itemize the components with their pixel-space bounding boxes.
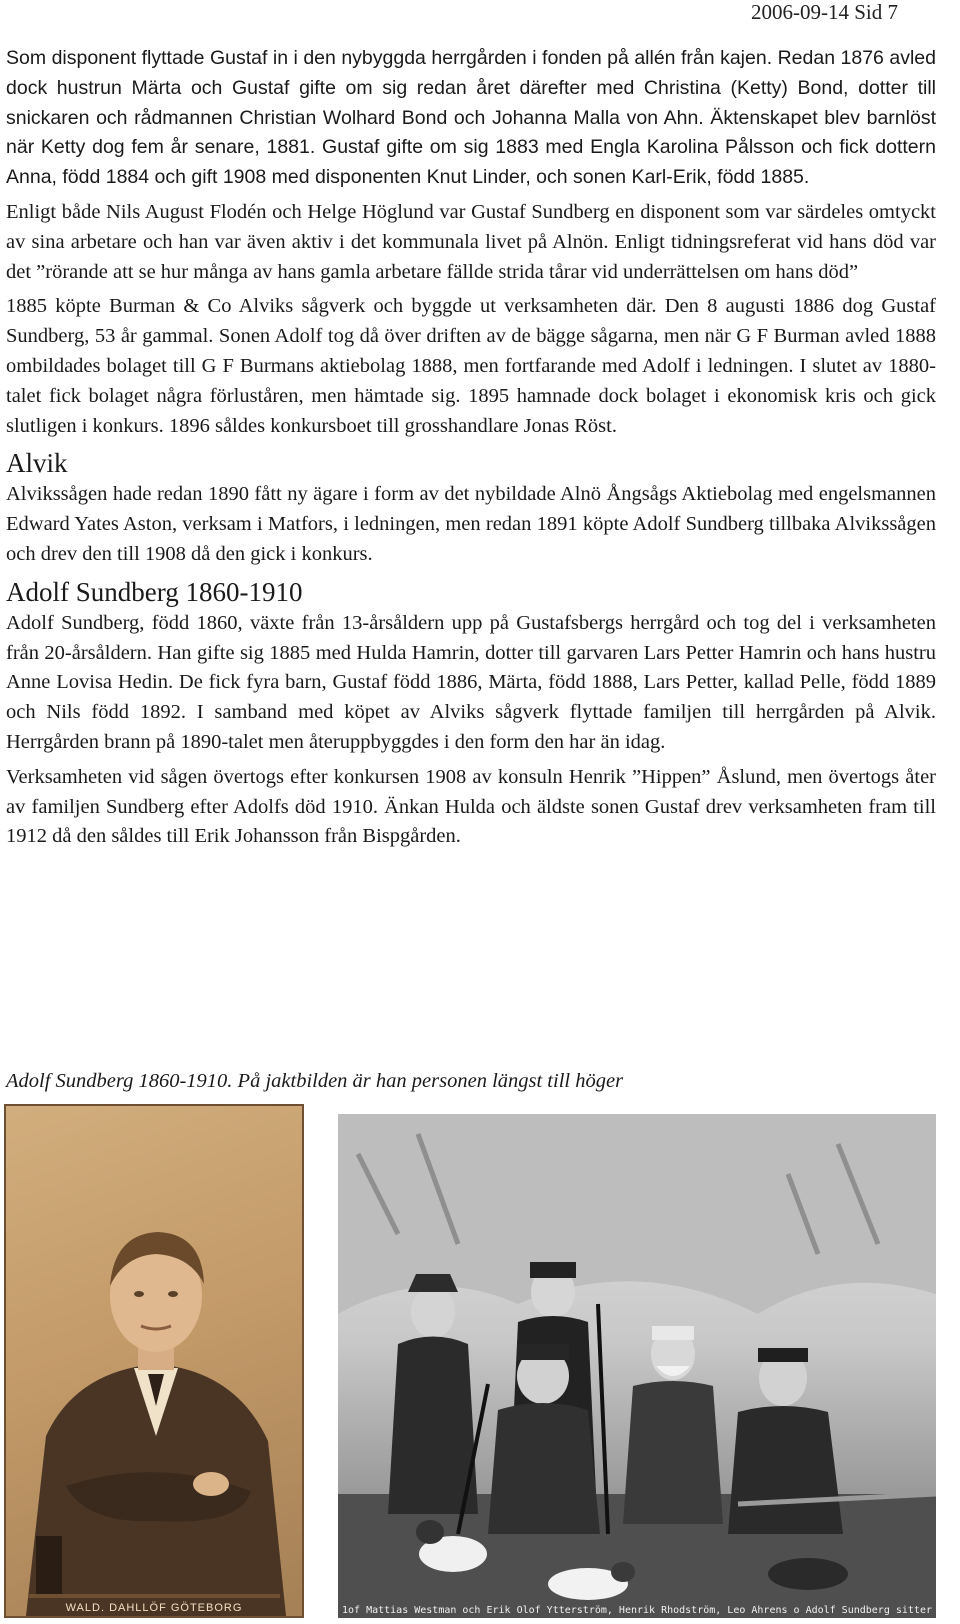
heading-alvik: Alvik xyxy=(6,448,68,479)
photo-caption: Adolf Sundberg 1860-1910. På jaktbilden är han personen längst till höger xyxy=(6,1070,624,1092)
hunting-photo-inscription: 1of Mattias Westman och Erik Olof Ytterström, Henrik Rhodström, Leo Ahrens o Adolf Sundberg sitter xyxy=(341,1605,932,1616)
header-date: 2006-09-14 xyxy=(750,0,849,24)
paragraph-alvik: Alvikssågen hade redan 1890 fått ny ägare i form av det nybildade Alnö Ångsågs Aktiebolag med engelsmannen Edward Yates Aston, verksam i Matfors, i ledningen, men redan 1891 köpte Adolf Sundberg tillbaka Alvikssågen och drev den till 1908 då den gick i konkurs. xyxy=(6,483,936,565)
paragraph-adolf-legacy: Verksamheten vid sågen övertogs efter konkursen 1908 av konsuln Henrik ”Hippen” Åslund, men övertogs åter av familjen Sundberg efter Adolfs död 1910. Änkan Hulda och äldste sonen Gustaf drev verksamheten fram till 1912 då den såldes till Erik Johansson från Bispgården. xyxy=(6,765,936,848)
portrait-studio-label: WALD. DAHLLÖF GÖTEBORG xyxy=(65,1602,243,1614)
document-body xyxy=(6,44,936,857)
paragraph-gustaf-reputation: Enligt både Nils August Flodén och Helge Höglund var Gustaf Sundberg en disponent som var särdeles omtyckt av sina arbetare och han var även aktiv i det kommunala livet på Alnön. Enligt tidningsreferat vid hans död var det ”rörande att se hur många av hans gamla arbetare fällde strida tårar vid underrättelsen om hans död” xyxy=(6,200,936,283)
portrait-photo xyxy=(4,1104,304,1618)
paragraph-adolf-biography: Adolf Sundberg, född 1860, växte från 13-årsåldern upp på Gustafsbergs herrgård och tog del i verksamheten från 20-årsåldern. Han gifte sig 1885 med Hulda Hamrin, dotter till garvaren Lars Petter Hamrin och hans hustru Anne Lovisa Hedin. De fick fyra barn, Gustaf född 1886, Märta, född 1888, Lars Petter, kallad Pelle, född 1889 och Nils född 1892. I samband med köpet av Alviks sågverk flyttade familjen till herrgården på Alvik. Herrgården brann på 1890-talet men återuppbyggdes i den form den har än idag. xyxy=(6,611,936,753)
header-page: Sid 7 xyxy=(854,0,898,24)
page-header xyxy=(751,0,898,24)
paragraph-burman-alvik: 1885 köpte Burman & Co Alviks sågverk och byggde ut verksamheten där. Den 8 augusti 1886 dog Gustaf Sundberg, 53 år gammal. Sonen Adolf tog då över driften av de bägge sågarna, men när G F Burman avled 1888 ombildades bolaget till G F Burmans aktiebolag 1888, men fortfarande med Adolf i ledningen. I slutet av 1880-talet fick bolaget några förluståren, men hämtade sig. 1895 hamnade dock bolaget i ekonomisk kris och gick slutligen i konkurs. 1896 såldes konkursboet till grosshandlare Jonas Röst. xyxy=(6,295,936,437)
hunting-group-photo xyxy=(338,1114,936,1618)
heading-adolf-sundberg: Adolf Sundberg 1860-1910 xyxy=(6,576,303,607)
paragraph-gustaf-marriages: Som disponent flyttade Gustaf in i den nybyggda herrgården i fonden på allén från kajen. Redan 1876 avled dock hustrun Märta och Gustaf gifte om sig redan året därefter med Christina (Ketty) Bond, dotter till snickaren och rådmannen Christian Wolhard Bond och Johanna Malla von Ahn. Äktenskapet blev barnlöst när Ketty dog fem år senare, 1881. Gustaf gifte om sig 1883 med Engla Karolina Pålsson och fick dottern Anna, född 1884 och gift 1908 med disponenten Knut Linder, och sonen Karl-Erik, född 1885. xyxy=(6,47,936,189)
